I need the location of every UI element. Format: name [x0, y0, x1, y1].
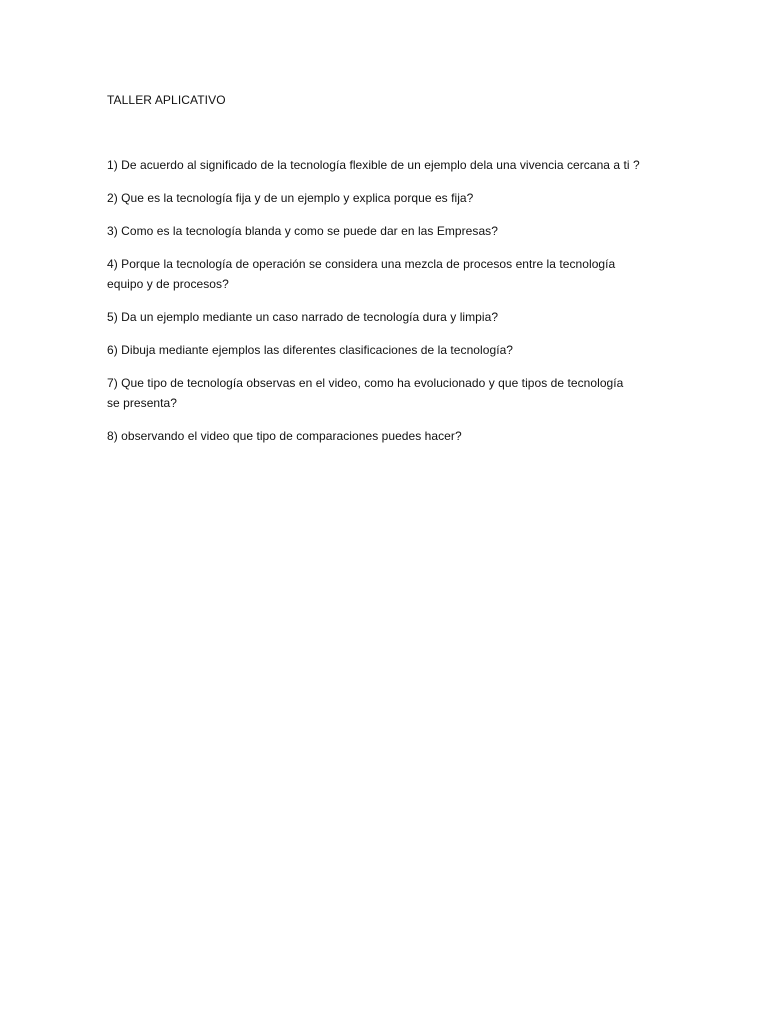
- question-4-line-2: equipo y de procesos?: [107, 277, 229, 291]
- document-title: TALLER APLICATIVO: [107, 93, 226, 107]
- question-4-line-1: 4) Porque la tecnología de operación se considera una mezcla de procesos entre la tecnología: [107, 257, 616, 271]
- question-8: [107, 426, 667, 446]
- question-6-line-1: 6) Dibuja mediante ejemplos las diferentes clasificaciones de la tecnología?: [107, 343, 514, 357]
- question-4: [107, 254, 667, 294]
- question-3-line-1: 3) Como es la tecnología blanda y como se puede dar en las Empresas?: [107, 224, 498, 238]
- question-1: [107, 155, 667, 175]
- question-7: [107, 373, 667, 413]
- question-2: [107, 188, 667, 208]
- question-7-line-1: 7) Que tipo de tecnología observas en el video, como ha evolucionado y que tipos de tecnología: [107, 376, 624, 390]
- question-2-line-1: 2) Que es la tecnología fija y de un ejemplo y explica porque es fija?: [107, 191, 474, 205]
- question-1-line-1: 1) De acuerdo al significado de la tecnología flexible de un ejemplo dela una vivencia cercana a ti ?: [107, 158, 640, 172]
- question-8-line-1: 8) observando el video que tipo de comparaciones puedes hacer?: [107, 429, 462, 443]
- question-6: [107, 340, 667, 360]
- question-7-line-2: se presenta?: [107, 396, 177, 410]
- question-5: [107, 307, 667, 327]
- question-3: [107, 221, 667, 241]
- question-5-line-1: 5) Da un ejemplo mediante un caso narrado de tecnología dura y limpia?: [107, 310, 499, 324]
